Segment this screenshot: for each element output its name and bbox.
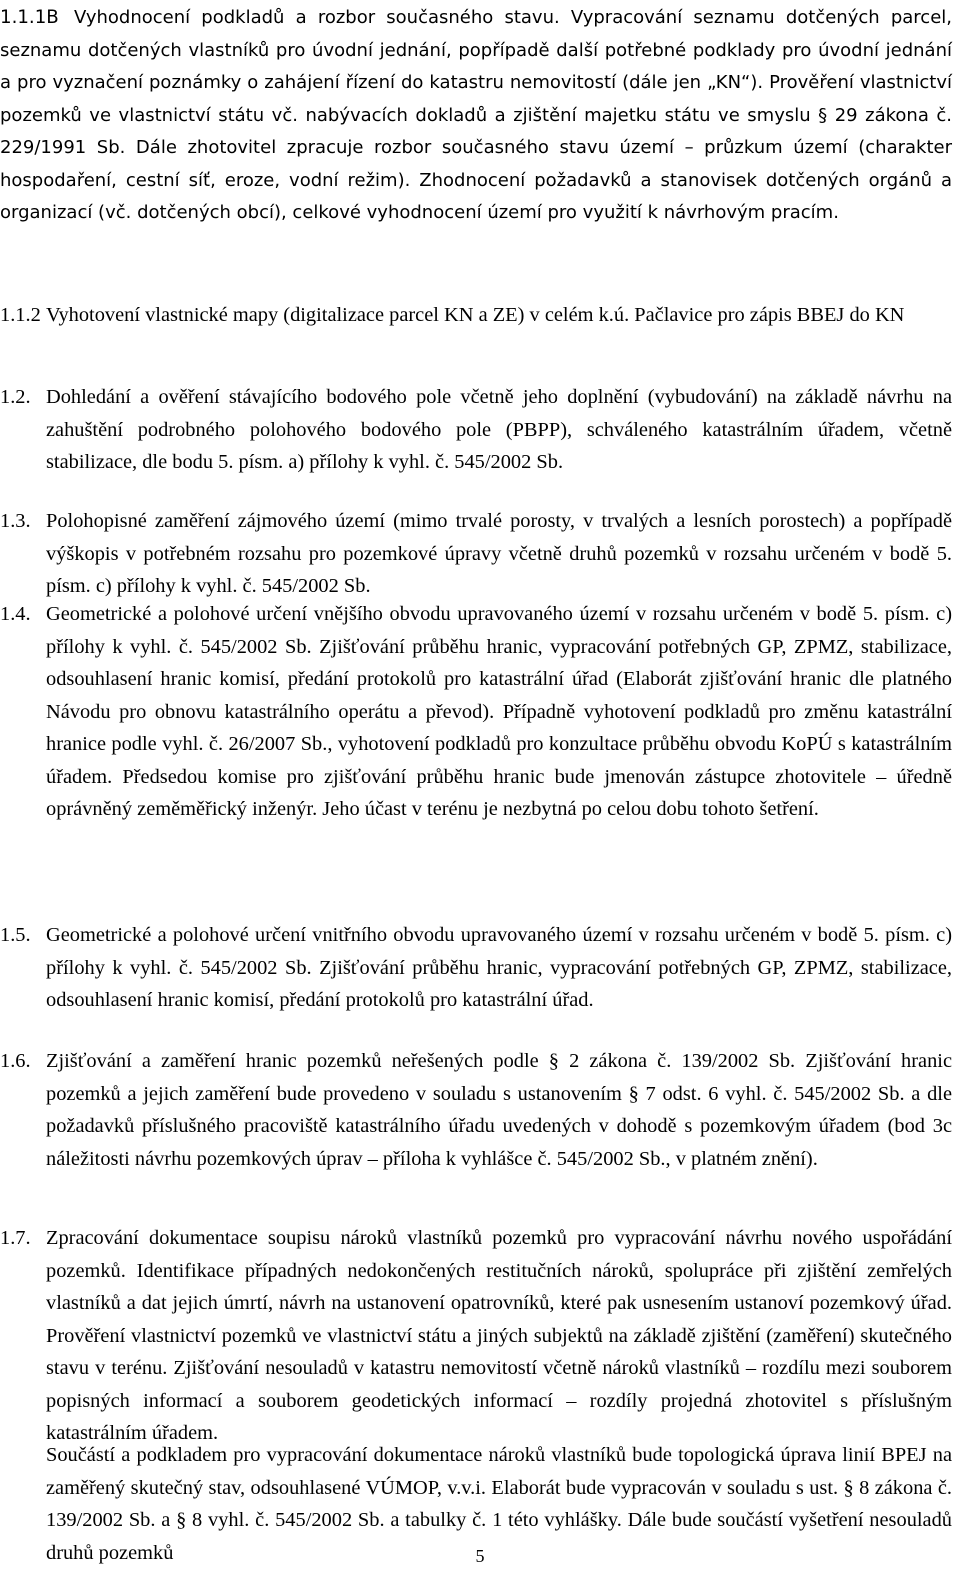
section-1-5 xyxy=(0,919,952,1017)
section-number: 1.6. xyxy=(0,1050,31,1072)
section-1-2 xyxy=(0,381,952,479)
section-number: 1.5. xyxy=(0,924,31,946)
section-number: 1.1.2 xyxy=(0,304,41,326)
section-text: Polohopisné zaměření zájmového území (mimo trvalé porosty, v trvalých a lesních porostech) a popřípadě výškopis v potřebném rozsahu pro pozemkové úpravy včetně druhů pozemků v rozsahu určeném v bodě 5. písm. c) přílohy k vyhl. č. 545/2002 Sb. xyxy=(46,510,952,597)
section-1-1-2 xyxy=(0,299,952,332)
section-1-6 xyxy=(0,1045,952,1175)
section-1-3 xyxy=(0,505,952,603)
page-number: 5 xyxy=(475,1546,485,1566)
section-text: Dohledání a ověření stávajícího bodového pole včetně jeho doplnění (vybudování) na základě návrhu na zahuštění podrobného polohového bodového pole (PBPP), schváleného katastrálním úřadem, včetně stabilizace, dle bodu 5. písm. a) přílohy k vyhl. č. 545/2002 Sb. xyxy=(46,386,952,473)
section-text: Geometrické a polohové určení vnějšího obvodu upravovaného území v rozsahu určeném v bodě 5. písm. c) přílohy k vyhl. č. 545/2002 Sb. Zjišťování průběhu hranic, vypracování potřebných GP, ZPMZ, stabilizace, odsouhlasení hranic komisí, předání protokolů pro katastrální úřad (Elaborát zjišťování hranic dle platného Návodu pro obnovu katastrálního operátu a převod). Případně vyhotovení podkladů pro změnu katastrální hranice podle vyhl. č. 26/2007 Sb., vyhotovení podkladů pro konzultace průběhu obvodu KoPÚ s katastrálním úřadem. Předsedou komise pro zjišťování průběhu hranic bude jmenován zástupce zhotovitele – úředně oprávněný zeměměřický inženýr. Jeho účast v terénu je nezbytná po celou dobu tohoto šetření. xyxy=(46,603,952,820)
section-number: 1.4. xyxy=(0,603,31,625)
section-text: Zpracování dokumentace soupisu nároků vlastníků pozemků pro vypracování návrhu nového uspořádání pozemků. Identifikace případných nedokončených restitučních nároků, spolupráce při zjištění zemřelých vlastníků a dat jejich úmrtí, návrh na ustanovení opatrovníků, které pak usnesením ustanoví pozemkový úřad. Prověření vlastnictví pozemků ve vlastnictví státu a jiných subjektů na základě zjištění (zaměření) skutečného stavu v terénu. Zjišťování nesouladů v katastru nemovitostí včetně nároků vlastníků – rozdílu mezi souborem popisných informací a souborem geodetických informací – rozdíly projedná zhotovitel s příslušným katastrálním úřadem. xyxy=(46,1227,952,1444)
section-text: Geometrické a polohové určení vnitřního obvodu upravovaného území v rozsahu určeném v bodě 5. písm. c) přílohy k vyhl. č. 545/2002 Sb. Zjišťování průběhu hranic, vypracování potřebných GP, ZPMZ, stabilizace, odsouhlasení hranic komisí, předání protokolů pro katastrální úřad. xyxy=(46,924,952,1011)
section-text: Vyhotovení vlastnické mapy (digitalizace parcel KN a ZE) v celém k.ú. Pačlavice pro zápis BBEJ do KN xyxy=(46,304,905,326)
section-number: 1.1.1B xyxy=(0,7,59,28)
section-number: 1.2. xyxy=(0,386,31,408)
section-text: Zjišťování a zaměření hranic pozemků neřešených podle § 2 zákona č. 139/2002 Sb. Zjišťování hranic pozemků a jejich zaměření bude provedeno v souladu s ustanovením § 7 odst. 6 vyhl. č. 545/2002 Sb. a dle požadavků příslušného pracoviště katastrálního úřadu uvedených v dohodě s pozemkovým úřadem (bod 3c náležitosti návrhu pozemkových úprav – příloha k vyhlášce č. 545/2002 Sb., v platném znění). xyxy=(46,1050,952,1170)
section-1-4 xyxy=(0,598,952,826)
section-1-7 xyxy=(0,1222,952,1450)
section-1-1-1b xyxy=(0,2,952,230)
section-number: 1.3. xyxy=(0,510,31,532)
closing-paragraph: Součástí a podkladem pro vypracování dokumentace nároků vlastníků bude topologická úprava linií BPEJ na zaměřený skutečný stav, odsouhlasené VÚMOP, v.v.i. Elaborát bude vypracován v souladu s ust. § 8 zákona č. 139/2002 Sb. a § 8 vyhl. č. 545/2002 Sb. a tabulky č. 1 této vyhlášky. Dále bude součástí vyšetření nesouladů druhů pozemků xyxy=(46,1444,952,1564)
section-text: Vyhodnocení podkladů a rozbor současného stavu. Vypracování seznamu dotčených parcel, seznamu dotčených vlastníků pro úvodní jednání, popřípadě další potřebné podklady pro úvodní jednání a pro vyznačení poznámky o zahájení řízení do katastru nemovitostí (dále jen „KN“). Prověření vlastnictví pozemků ve vlastnictví státu vč. nabývacích dokladů a zjištění majetku státu ve smyslu § 29 zákona č. 229/1991 Sb. Dále zhotovitel zpracuje rozbor současného stavu území – průzkum území (charakter hospodaření, cestní síť, eroze, vodní režim). Zhodnocení požadavků a stanovisek dotčených orgánů a organizací (vč. dotčených obcí), celkové vyhodnocení území pro využití k návrhovým pracím. xyxy=(0,7,952,223)
section-number: 1.7. xyxy=(0,1227,31,1249)
